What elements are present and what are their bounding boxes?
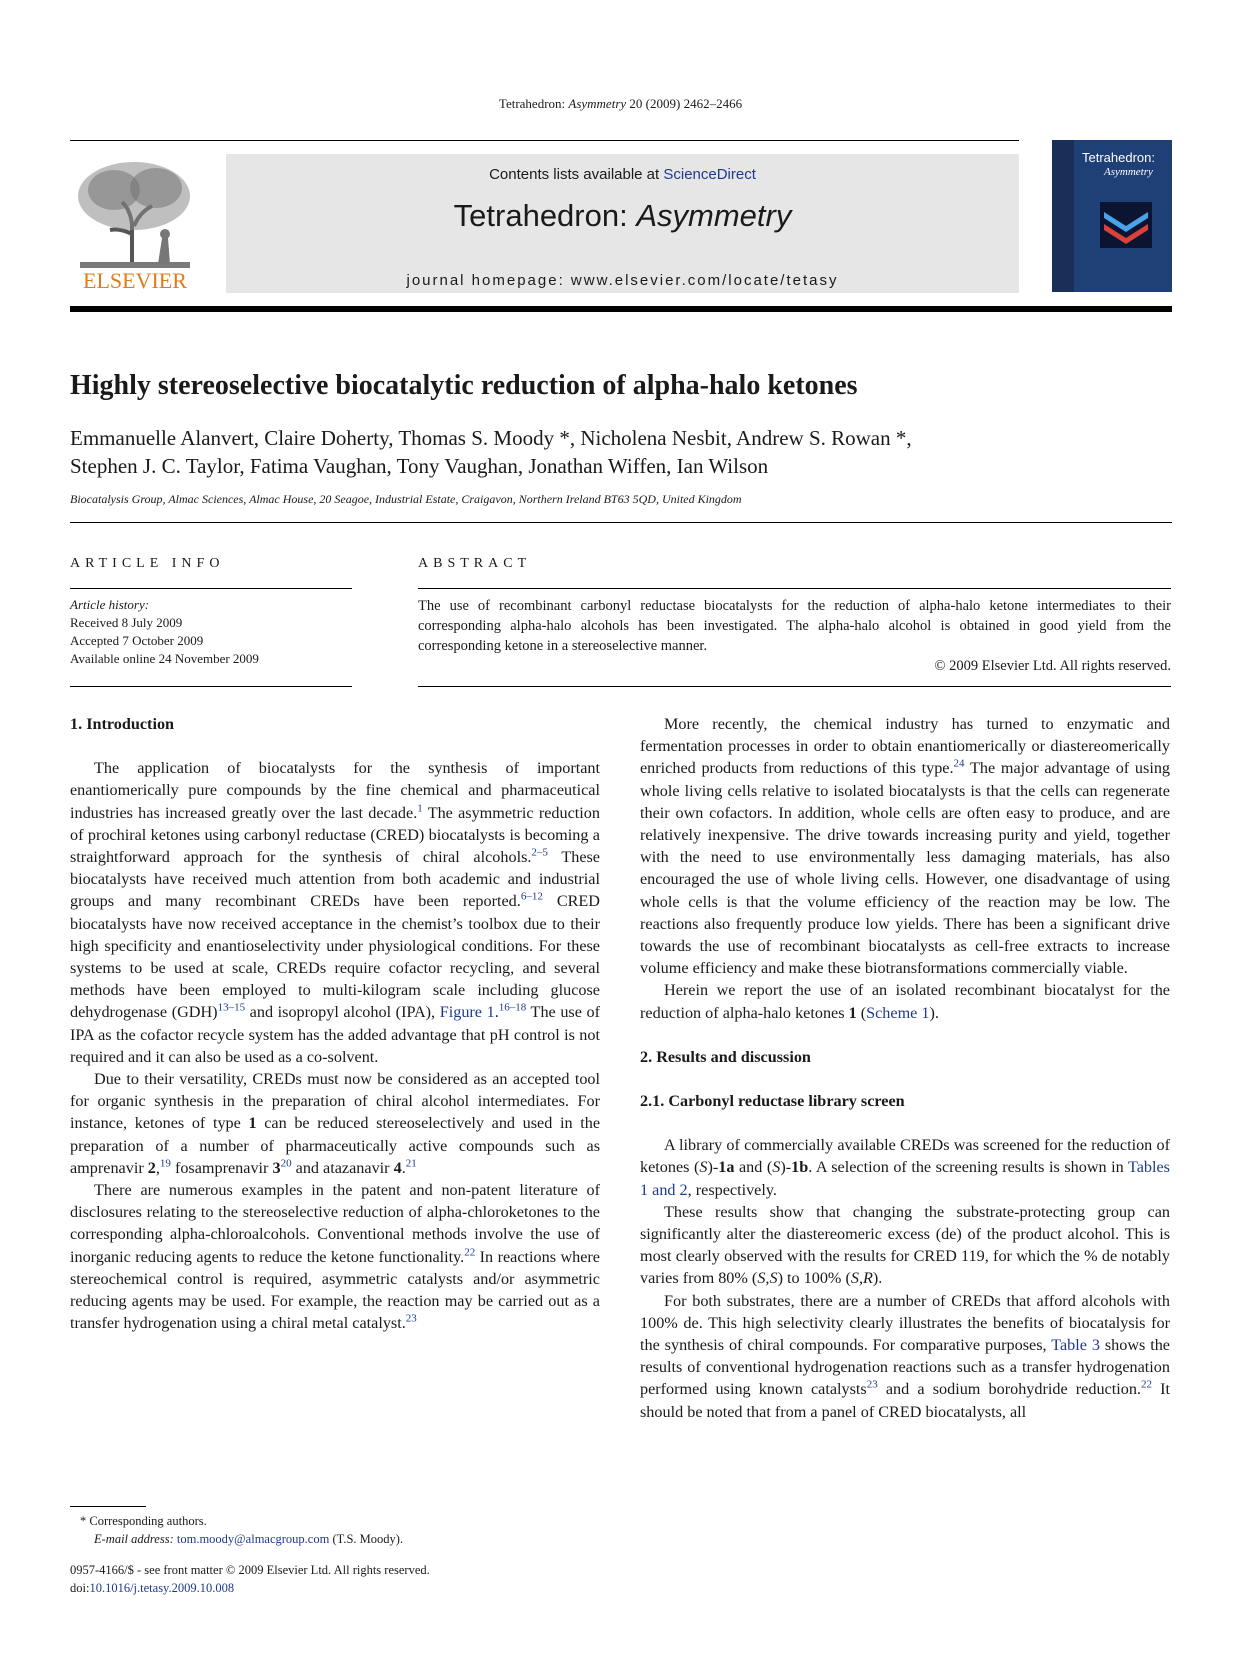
ref-23[interactable]: 23 (405, 1312, 417, 1325)
ref-21[interactable]: 21 (405, 1157, 417, 1170)
ref-6-12[interactable]: 6–12 (520, 891, 543, 904)
masthead-top-rule (70, 140, 1019, 141)
abstract-copyright: © 2009 Elsevier Ltd. All rights reserved. (934, 658, 1171, 674)
affiliation: Biocatalysis Group, Almac Sciences, Almac House, 20 Seagoe, Industrial Estate, Craigavon, Northern Ireland BT63 5QD, United Kingdom (70, 492, 742, 506)
publisher-name: ELSEVIER (83, 268, 187, 293)
ref-1[interactable]: 1 (417, 802, 423, 815)
abstract-heading: ABSTRACT (418, 556, 532, 571)
scheme-1-link[interactable]: Scheme 1 (866, 1003, 930, 1022)
ref-24[interactable]: 24 (953, 758, 965, 771)
ref-22[interactable]: 22 (464, 1246, 476, 1259)
article-info-rule-top (70, 588, 352, 589)
masthead-bottom-rule (70, 306, 1172, 312)
journal-title: Tetrahedron: Asymmetry (453, 198, 792, 233)
abstract-rule-top (418, 588, 1171, 589)
intro-paragraph-1: The application of biocatalysts for the synthesis of important enantiomerically pure compounds by the fine chemical and pharmaceutical industries has increased greatly over the last decade.$^1$ The asymmetric reduction of prochiral ketones using carbonyl reductase (CRED) biocatalysts is becoming a straightforward approach for the synthesis of chiral alcohols.$^{2-5}$ These biocatalysts have received much attention from both academic and industrial groups and many recombinant CREDs have been reported.$^{6-12}$ CRED biocatalysts have now received acceptance in the chemist’s toolbox due to their high specificity and enantioselectivity under physiological conditions. For these systems to be used at scale, CREDs require cofactor recycling, and several methods have been employed to multi-kilogram scale including glucose dehydrogenase (GDH)$^{13-15}$ and isopropyl alcohol (IPA), Figure 1.$^{16-18}$ The use of IPA as the cofactor recycle system has the added advantage that pH control is not required and it can also be used as a co-solvent. (70, 759, 601, 1066)
intro-paragraph-5: Herein we report the use of an isolated recombinant biocatalyst for the reduction of alpha-halo ketones 1 (Scheme 1). (640, 981, 1170, 1022)
table-3-link[interactable]: Table 3 (1051, 1336, 1100, 1355)
issn-line: 0957-4166/$ - see front matter © 2009 Elsevier Ltd. All rights reserved. (70, 1563, 430, 1577)
journal-cover-image (1052, 140, 1172, 292)
article-info-heading: ARTICLE INFO (70, 556, 225, 571)
ref-20[interactable]: 20 (280, 1157, 292, 1170)
author-list (70, 424, 1170, 480)
intro-paragraph-3: There are numerous examples in the patent and non-patent literature of disclosures relating to the stereoselective reduction of alpha-chloroketones to the corresponding alpha-chloroalcohols. Conventional methods involve the use of inorganic reducing agents to reduce the ketone functionality.$^{22}$ In reactions where stereochemical control is required, asymmetric catalysts and/or asymmetric reducing agents may be used. For example, the reaction may be carried out as a transfer hydrogenation using a chiral metal catalyst.$^{23}$ (70, 1181, 600, 1333)
abstract-rule-bottom (418, 686, 1171, 687)
email-line: E-mail address: tom.moody@almacgroup.com (T.S. Moody). (94, 1532, 404, 1546)
article-info-rule-bottom (70, 686, 352, 687)
issn-doi-block (70, 1561, 610, 1597)
results-paragraph-2: These results show that changing the substrate-protecting group can significantly alter the diastereomeric excess (de) of the product alcohol. This is most clearly observed with the results for CRED 119, for which the % de notably varies from 80% (S,S) to 100% (S,R). (640, 1202, 1170, 1288)
section-2-heading: 2. Results and discussion (640, 1047, 811, 1066)
article-title: Highly stereoselective biocatalytic reduction of alpha-halo ketones (70, 370, 858, 401)
ref-16-18[interactable]: 16–18 (498, 1002, 527, 1015)
section-1-heading: 1. Introduction (70, 715, 175, 733)
body-column-left (70, 713, 600, 1334)
ref-2-5[interactable]: 2–5 (531, 846, 548, 859)
cover-subtitle: Asymmetry (1104, 166, 1153, 178)
title-divider (70, 522, 1172, 523)
abstract-body (418, 596, 1171, 676)
ref-22b[interactable]: 22 (1140, 1379, 1152, 1392)
journal-citation: Tetrahedron: Asymmetry 20 (2009) 2462–2466 (498, 96, 743, 111)
masthead-box (226, 154, 1019, 293)
results-paragraph-1: A library of commercially available CREDs was screened for the reduction of ketones (S)-1a and (S)-1b. A selection of the screening results is shown in Tables 1 and 2, respectively. (640, 1136, 1170, 1199)
authors-line-2: Stephen J. C. Taylor, Fatima Vaughan, Tony Vaughan, Jonathan Wiffen, Ian Wilson (70, 454, 769, 478)
doi-link[interactable]: 10.1016/j.tetasy.2009.10.008 (89, 1581, 235, 1595)
authors-line-1: Emmanuelle Alanvert, Claire Doherty, Thomas S. Moody *, Nicholena Nesbit, Andrew S. Rowan *, (70, 426, 912, 450)
cover-spine (1052, 140, 1074, 292)
online-date: Available online 24 November 2009 (70, 651, 259, 666)
accepted-date: Accepted 7 October 2009 (70, 633, 204, 648)
corresponding-footnote (70, 1512, 610, 1548)
cover-art-icon (1100, 202, 1152, 248)
intro-paragraph-2: Due to their versatility, CREDs must now be considered as an accepted tool for organic synthesis in the preparation of chiral alcohol intermediates. For instance, ketones of type 1 can be reduced stereoselectively and used in the preparation of a number of pharmaceutically active compounds such as amprenavir 2,19 fosamprenavir $3^{20}$ and atazanavir 4.21 (70, 1070, 601, 1177)
sciencedirect-link[interactable]: ScienceDirect (663, 166, 756, 183)
contents-line: Contents lists available at ScienceDirect (489, 166, 756, 183)
section-2-1-heading: 2.1. Carbonyl reductase library screen (640, 1092, 905, 1111)
abstract-text: The use of recombinant carbonyl reductase biocatalysts for the reduction of alpha-halo ketone intermediates to their corresponding alpha-halo alcohols has been investigated. The alpha-halo alcohol is obtained in good yield from the corresponding ketone in a stereoselective manner. (418, 598, 1171, 654)
ref-19[interactable]: 19 (159, 1157, 171, 1170)
corresponding-authors: * Corresponding authors. (80, 1514, 207, 1528)
figure-1-link[interactable]: Figure 1 (439, 1003, 495, 1022)
body-column-right (640, 713, 1170, 1423)
history-label: Article history: (70, 597, 150, 612)
received-date: Received 8 July 2009 (70, 615, 183, 630)
article-history (70, 596, 352, 668)
journal-masthead (70, 140, 1172, 308)
doi-line: doi:10.1016/j.tetasy.2009.10.008 (70, 1581, 235, 1595)
cover-title: Tetrahedron: (1082, 150, 1155, 165)
tables-1-2-link[interactable]: Tables 1 and 2 (640, 1158, 1170, 1199)
ref-23b[interactable]: 23 (866, 1379, 878, 1392)
ref-13-15[interactable]: 13–15 (217, 1002, 246, 1015)
email-link[interactable]: tom.moody@almacgroup.com (176, 1532, 330, 1546)
footnote-rule (70, 1506, 146, 1507)
intro-paragraph-4: More recently, the chemical industry has turned to enzymatic and fermentation processes in order to obtain enantiomerically or diastereomerically enriched products from reductions of this type.$^{24}$ The major advantage of using whole living cells relative to isolated biocatalysts is that the cells can regenerate their own cofactors. In addition, whole cells are often easy to produce, and are relatively inexpensive. The drive towards increasing purity and yield, together with the need to use environmentally less damaging materials, has also encouraged the use of whole living cells. However, one disadvantage of using whole cells is that the volume efficiency of the reaction may be low. The reactions also frequently produce low yields. There has been a significant drive towards the use of recombinant biocatalysts as cell-free extracts to increase volume efficiency and make these biotransformations commercially viable. (640, 715, 1171, 978)
journal-homepage[interactable]: journal homepage: www.elsevier.com/locate/tetasy (406, 272, 839, 289)
results-paragraph-3: For both substrates, there are a number of CREDs that afford alcohols with 100% de. This high selectivity clearly illustrates the benefits of biocatalysis for the synthesis of chiral compounds. For comparative purposes, Table 3 shows the results of conventional hydrogenation reactions such as a transfer hydrogenation performed using known catalysts$^{23}$ and a sodium borohydride reduction.$^{22}$ It should be noted that from a panel of CRED biocatalysts, all (640, 1291, 1171, 1421)
